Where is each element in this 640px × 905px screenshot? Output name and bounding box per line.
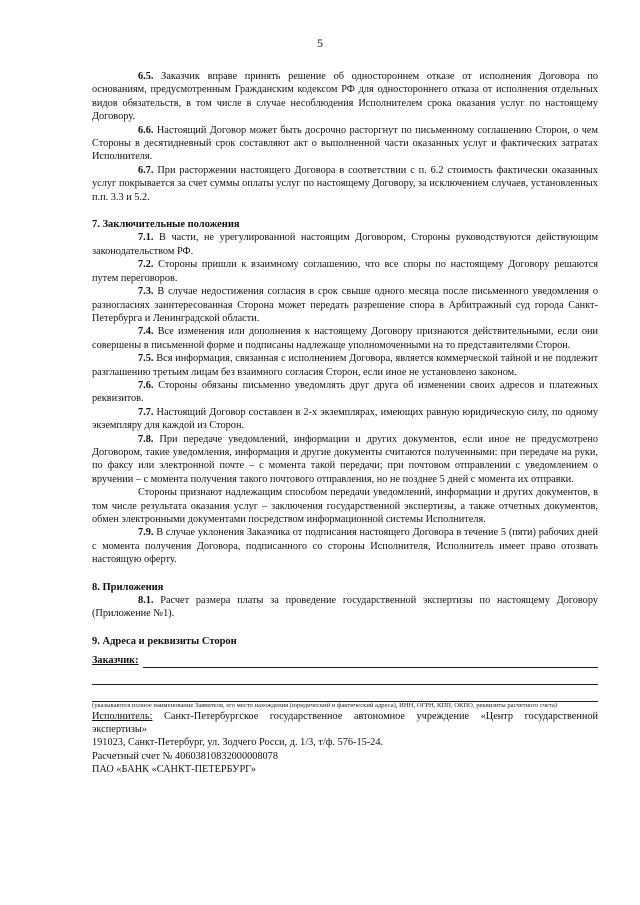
customer-footnote: (указываются полное наименование Заявителя, его место нахождения (юридический и фактический адреса), ИНН, ОГРН, КПП, ОКПО, реквизиты расчетного счета)	[92, 701, 557, 709]
clause-number: 7.4.	[138, 326, 154, 338]
customer-fill-line	[143, 656, 598, 668]
clause-7-8	[92, 433, 598, 487]
clause-number: 7.7.	[138, 406, 154, 418]
clause-number: 7.9.	[138, 527, 154, 539]
clause-number: 7.1.	[138, 232, 154, 244]
section-8-heading: 8. Приложения	[92, 581, 164, 593]
clause-text: В случае уклонения Заказчика от подписания настоящего Договора в течение 5 (пяти) рабочих дней с момента получения Договора, подписанного со стороны Исполнителя, Исполнитель имеет право отозвать настоящую оферту.	[92, 527, 598, 566]
clause-7-1	[92, 231, 598, 258]
clause-text: Все изменения или дополнения к настоящему Договору признаются действительными, если они совершены в письменной форме и подписаны надлежаще уполномоченными на то представителями Сторон.	[92, 326, 598, 351]
executor-label: Исполнитель:	[92, 710, 153, 722]
clause-7-6	[92, 379, 598, 406]
clause-6-6	[92, 124, 598, 164]
clause-text: Вся информация, связанная с исполнением Договора, является коммерческой тайной и не подлежит разглашению третьим лицам без взаимного согласия Сторон, если иное не установлено законом.	[92, 353, 599, 378]
clause-number: 7.8.	[138, 433, 154, 445]
executor-bank: ПАО «БАНК «САНКТ-ПЕТЕРБУРГ»	[92, 764, 257, 776]
page-number: 5	[317, 36, 323, 50]
clause-text: Стороны обязаны письменно уведомлять друг друга об изменении своих адресов и платежных реквизитов.	[92, 379, 598, 405]
clause-text: В случае недостижения согласия в срок свыше одного месяца после письменного уведомления о разногласиях заинтересованная Сторона может передать разрешение спора в Арбитражный суд города Санкт-Петербурга и Ленинградской области.	[92, 286, 598, 324]
section-9-heading: 9. Адреса и реквизиты Сторон	[92, 635, 237, 647]
clause-number: 6.6.	[138, 124, 154, 136]
clause-number: 8.1.	[138, 595, 154, 607]
clause-7-9	[92, 526, 598, 566]
customer-blank-line-2	[92, 689, 598, 702]
clause-text: Расчет размера платы за проведение государственной экспертизы по настоящему Договору (Приложение №1).	[92, 595, 598, 620]
clause-text: Стороны пришли к взаимному соглашению, что все споры по настоящему Договору решаются путем переговоров.	[92, 259, 598, 284]
clause-7-8-continued: Стороны признают надлежащим способом передачи уведомлений, информации и других документов, в том числе результата оказания услуг – заключения государственной экспертизы, а также отчетных документов, обмен электронными документами посредством информационной системы Исполнителя.	[92, 487, 598, 525]
section-7-heading: 7. Заключительные положения	[92, 219, 240, 231]
clause-text: При расторжении настоящего Договора в соответствии с п. 6.2 стоимость фактически оказанных услуг покрывается за счет суммы оплаты услуг по настоящему Договору, за исключением случаев, установленных п.п. 3.3 и 5.2.	[92, 164, 598, 203]
clause-6-5	[92, 70, 598, 124]
clause-number: 7.2.	[138, 259, 154, 271]
clause-number: 6.5.	[138, 71, 154, 82]
clause-text: В части, не урегулированной настоящим Договором, Стороны руководствуются действующим законодательством РФ.	[92, 232, 598, 257]
customer-label: Заказчик:	[92, 655, 139, 667]
clause-7-7	[92, 406, 598, 433]
executor-name: Санкт-Петербургское государственное автономное учреждение «Центр государственной экспертизы»	[92, 710, 598, 736]
executor-account: Расчетный счет № 40603810832000008078	[92, 750, 278, 762]
clause-7-2	[92, 258, 598, 285]
clause-text: Настоящий Договор может быть досрочно расторгнут по письменному соглашению Сторон, о чем Стороны в десятидневный срок составляют акт о выполненной части оказанных услуг и фактических затратах Исполнителя.	[92, 124, 598, 163]
clause-number: 7.5.	[138, 353, 154, 365]
clause-number: 7.6.	[138, 379, 154, 391]
clause-number: 6.7.	[138, 164, 154, 176]
executor-block	[92, 710, 598, 737]
document-body	[92, 70, 598, 777]
customer-line	[92, 654, 598, 667]
clause-text: Настоящий Договор составлен в 2-х экземплярах, имеющих равную юридическую силу, по одному экземпляру для каждой из Сторон.	[92, 406, 598, 432]
clause-7-3	[92, 285, 598, 325]
clause-number: 7.3.	[138, 286, 154, 298]
clause-6-7	[92, 164, 598, 204]
clause-text: При передаче уведомлений, информации и других документов, если иное не предусмотрено Договором, такие уведомления, информация и другие документы считаются полученными: при передаче на руки, по факсу или электронной почте – с момента такой передачи; при почтовом отправлении с уведомлением о вручении – с момента получения такого почтового отправления, но не позднее 5 дней с момента их отправки.	[92, 433, 599, 485]
clause-7-5	[92, 352, 598, 379]
executor-address: 191023, Санкт-Петербург, ул. Зодчего Росси, д. 1/3, т/ф. 576-15-24.	[92, 737, 384, 749]
customer-blank-line-1	[92, 672, 598, 685]
clause-8-1	[92, 594, 598, 621]
clause-text: Заказчик вправе принять решение об одностороннем отказе от исполнения Договора по основаниям, предусмотренным Гражданским кодексом РФ для одностороннего отказа от исполнения отдельных видов обязательств, в том числе в случае несоблюдения Исполнителем срока оказания услуг по настоящему Договору.	[92, 71, 598, 123]
clause-7-4	[92, 325, 598, 352]
